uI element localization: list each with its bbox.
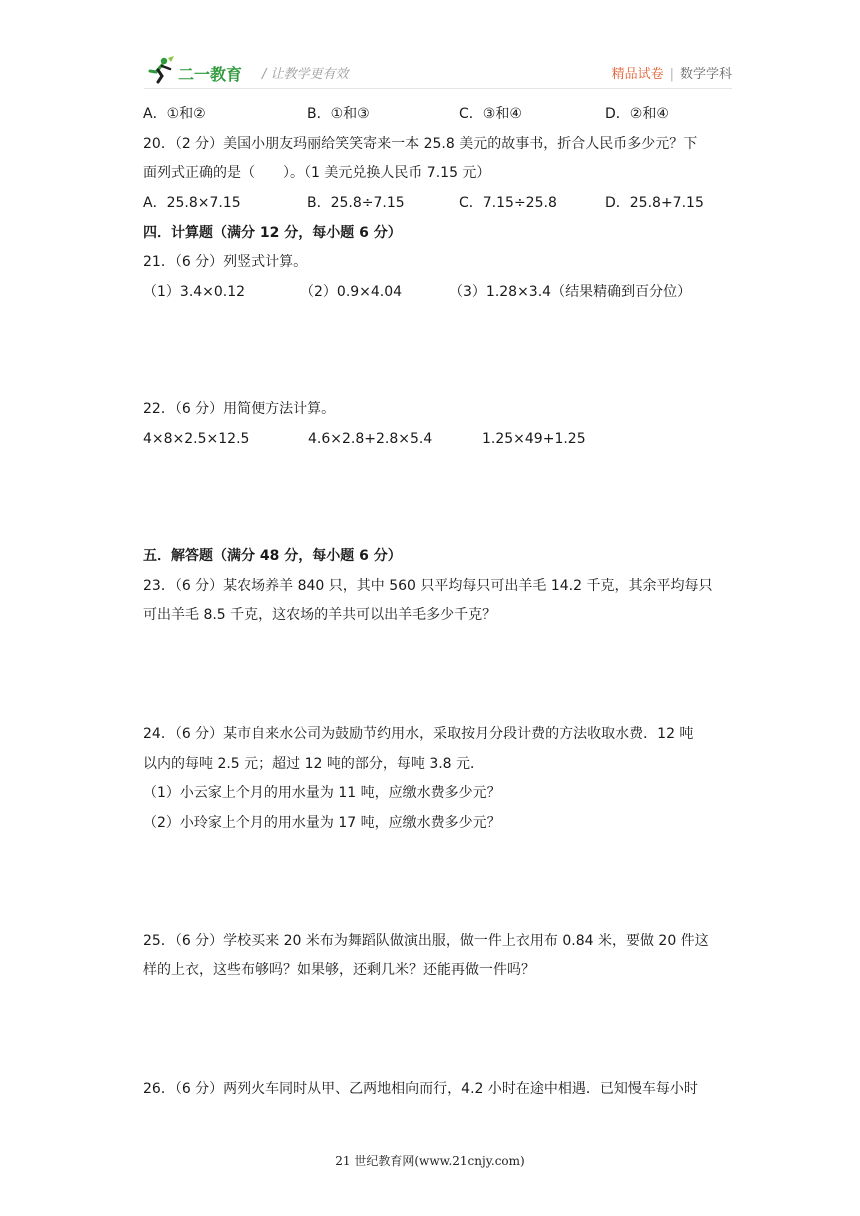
q21-title: 21．（6 分）列竖式计算。 <box>143 254 308 270</box>
logo-text: 二一教育 <box>178 65 243 84</box>
quality-paper-label: 精品试卷 <box>611 67 664 82</box>
section-5-title: 五．解答题（满分 48 分，每小题 6 分） <box>143 548 402 564</box>
header-right <box>612 63 732 82</box>
q22-item-1: 4×8×2.5×12.5 <box>143 431 250 447</box>
q20-line1: 20．（2 分）美国小朋友玛丽给笑笑寄来一本 25.8 美元的故事书，折合人民币多少元？下 <box>143 136 698 152</box>
q19-option-b: B．①和③ <box>307 106 370 122</box>
q20-option-b: B．25.8÷7.15 <box>307 195 405 211</box>
runner-logo-icon <box>144 56 176 84</box>
q22-item-2: 4.6×2.8+2.8×5.4 <box>308 431 433 447</box>
q23-line1: 23．（6 分）某农场养羊 840 只，其中 560 只平均每只可出羊毛 14.2 千克，其余平均每只 <box>143 578 713 594</box>
q23-line2: 可出羊毛 8.5 千克，这农场的羊共可以出羊毛多少千克？ <box>143 607 497 623</box>
q25-line1: 25．（6 分）学校买来 20 米布为舞蹈队做演出服，做一件上衣用布 0.84 米，要做 20 件这 <box>143 933 709 949</box>
q22-item-3: 1.25×49+1.25 <box>482 431 586 447</box>
q19-option-c: C．③和④ <box>459 106 522 122</box>
q19-option-d: D．②和④ <box>605 106 669 122</box>
q25-line2: 样的上衣，这些布够吗？如果够，还剩几米？还能再做一件吗？ <box>143 962 535 978</box>
q24-line1: 24．（6 分）某市自来水公司为鼓励节约用水，采取按月分段计费的方法收取水费．12 吨 <box>143 726 694 742</box>
q21-item-1: （1）3.4×0.12 <box>143 284 246 300</box>
q26-line1: 26．（6 分）两列火车同时从甲、乙两地相向而行，4.2 小时在途中相遇．已知慢车每小时 <box>143 1081 698 1097</box>
q20-option-c: C．7.15÷25.8 <box>459 195 557 211</box>
q24-sub2: （2）小玲家上个月的用水量为 17 吨，应缴水费多少元？ <box>143 815 501 831</box>
q24-sub1: （1）小云家上个月的用水量为 11 吨，应缴水费多少元？ <box>143 785 501 801</box>
q20-option-a: A．25.8×7.15 <box>143 195 241 211</box>
section-4-title: 四．计算题（满分 12 分，每小题 6 分） <box>143 225 402 241</box>
header-divider <box>144 88 732 89</box>
slogan: / 让教学更有效 <box>262 67 349 82</box>
q20-option-d: D．25.8+7.15 <box>605 195 704 211</box>
q19-option-a: A．①和② <box>143 106 206 122</box>
q21-item-2: （2）0.9×4.04 <box>300 284 403 300</box>
q24-line2: 以内的每吨 2.5 元；超过 12 吨的部分，每吨 3.8 元． <box>143 756 485 772</box>
q21-item-3: （3）1.28×3.4（结果精确到百分位） <box>449 284 692 300</box>
page-header <box>144 50 732 90</box>
q22-title: 22．（6 分）用简便方法计算。 <box>143 401 336 417</box>
page-footer: 21 世纪教育网(www.21cnjy.com) <box>335 1154 525 1168</box>
q20-line2: 面列式正确的是（ ）。（1 美元兑换人民币 7.15 元） <box>143 165 491 181</box>
subject-label: 数学学科 <box>679 67 732 82</box>
header-separator: | <box>669 67 674 82</box>
